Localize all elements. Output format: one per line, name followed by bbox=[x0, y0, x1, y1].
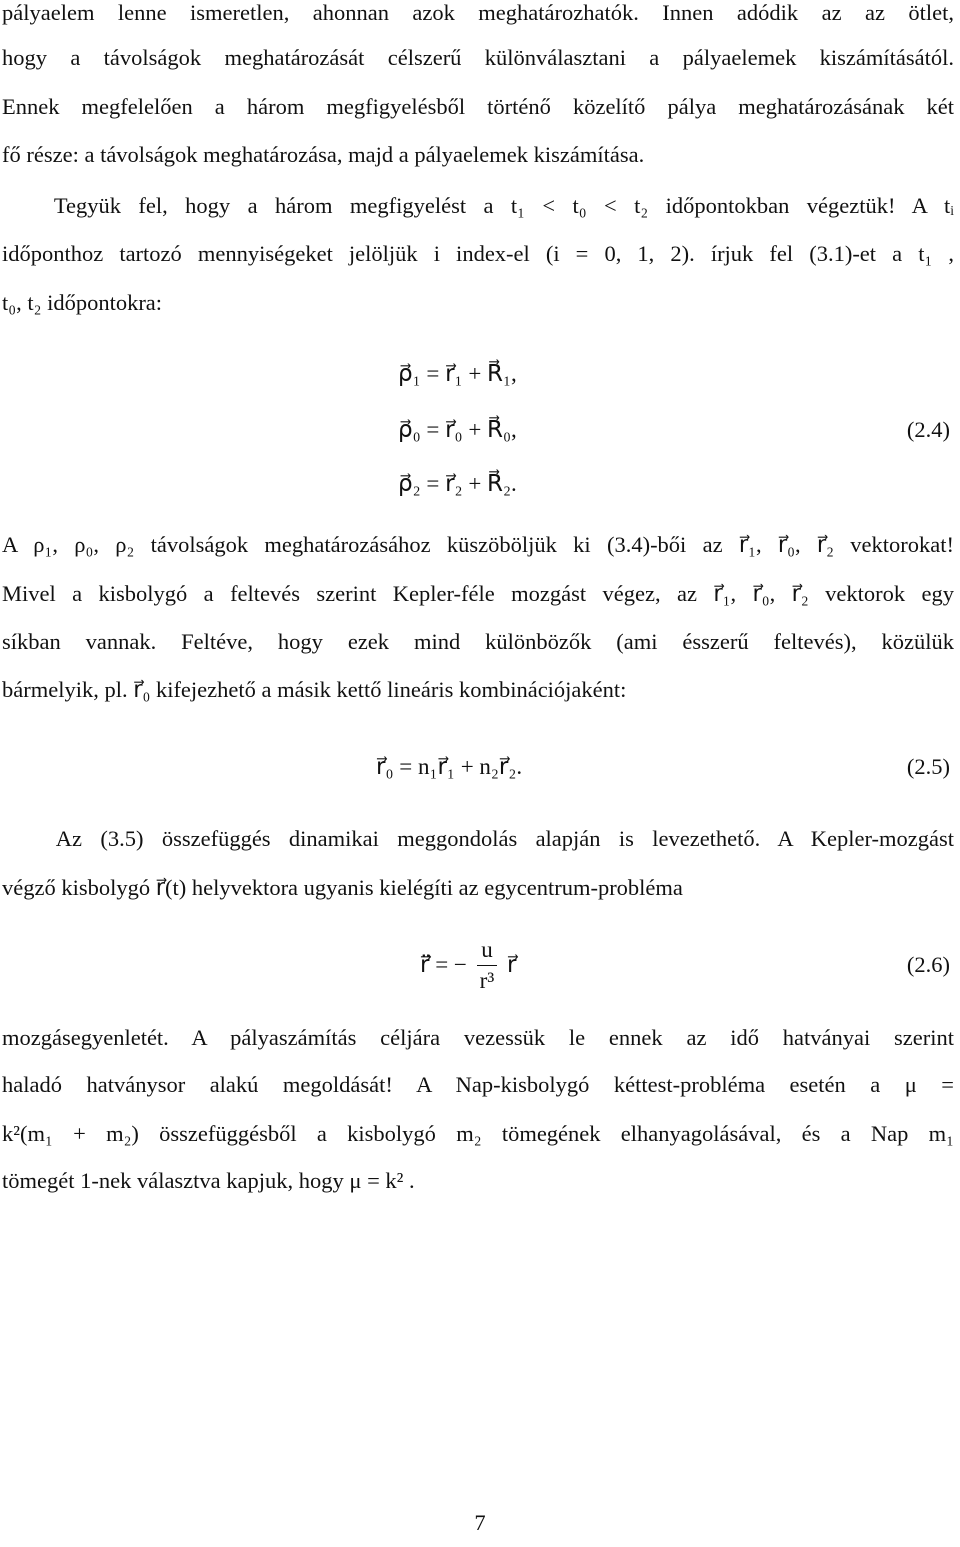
body-line: végző kisbolygó r⃗(t) helyvektora ugyanis kielégíti az egycentrum-probléma bbox=[2, 875, 683, 900]
body-line: t₀, t₂ időpontokra: bbox=[2, 290, 163, 315]
equation-number: (2.5) bbox=[906, 754, 950, 779]
equation-2-6 bbox=[420, 932, 516, 998]
body-line: A ρ₁, ρ₀, ρ₂ távolságok meghatározásához küszöböljük ki (3.4)-bői az r⃗₁, r⃗₀, r⃗₂ vektorokat! bbox=[2, 532, 954, 557]
body-line: pályaelem lenne ismeretlen, ahonnan azok meghatározhatók. Innen adódik az az ötlet, bbox=[2, 0, 954, 25]
body-line: fő része: a távolságok meghatározása, majd a pályaelemek kiszámítása. bbox=[2, 142, 645, 167]
body-line: Mivel a kisbolygó a feltevés szerint Kepler-féle mozgást végez, az r⃗₁, r⃗₀, r⃗₂ vektorok egy bbox=[2, 581, 954, 606]
equation-2-5: r⃗₀ = n₁r⃗₁ + n₂r⃗₂. bbox=[376, 754, 523, 779]
equation-number: (2.4) bbox=[906, 417, 950, 442]
equation-2-4-row-1: ρ⃗₁ = r⃗₁ + R⃗₁, bbox=[398, 361, 517, 386]
body-line: Ennek megfelelően a három megfigyelésből történő közelítő pálya meghatározásának két bbox=[2, 94, 954, 119]
body-line: hogy a távolságok meghatározását célszerű különválasztani a pályaelemek kiszámításától. bbox=[2, 45, 954, 70]
body-line: Tegyük fel, hogy a három megfigyelést a t₁ < t₀ < t₂ időpontokban végeztük! A tᵢ bbox=[2, 193, 954, 218]
fraction-bar bbox=[477, 965, 498, 966]
body-line: bármelyik, pl. r⃗₀ kifejezhető a másik kettő lineáris kombinációjaként: bbox=[2, 677, 627, 702]
fraction-denominator: r³ bbox=[479, 967, 495, 993]
equation-2-4-row-2: ρ⃗₀ = r⃗₀ + R⃗₀, bbox=[398, 417, 517, 442]
body-line: k²(m₁ + m₂) összefüggésből a kisbolygó m₂ tömegének elhanyagolásával, és a Nap m₁ bbox=[2, 1121, 954, 1146]
body-line: tömegét 1-nek választva kapjuk, hogy μ = k² . bbox=[2, 1168, 415, 1193]
page-number: 7 bbox=[474, 1510, 486, 1535]
fraction-numerator: u bbox=[481, 936, 493, 962]
body-line: időponthoz tartozó mennyiségeket jelöljük i index-el (i = 0, 1, 2). írjuk fel (3.1)-et a t₁ , bbox=[2, 241, 954, 266]
equation-number: (2.6) bbox=[906, 952, 950, 977]
equation-fraction bbox=[477, 936, 498, 995]
equation-rhs: r⃗ bbox=[506, 952, 517, 977]
body-line: Az (3.5) összefüggés dinamikai meggondolás alapján is levezethető. A Kepler-mozgást bbox=[2, 826, 954, 851]
equation-2-4-row-3: ρ⃗₂ = r⃗₂ + R⃗₂. bbox=[398, 471, 517, 496]
body-line: síkban vannak. Feltéve, hogy ezek mind különbözők (ami ésszerű feltevés), közülük bbox=[2, 629, 954, 654]
equation-lhs: r⃗̈ = − bbox=[420, 952, 467, 977]
body-line: haladó hatványsor alakú megoldását! A Nap-kisbolygó kéttest-probléma esetén a μ = bbox=[2, 1072, 954, 1097]
body-line: mozgásegyenletét. A pályaszámítás céljára vezessük le ennek az idő hatványai szerint bbox=[2, 1025, 954, 1050]
